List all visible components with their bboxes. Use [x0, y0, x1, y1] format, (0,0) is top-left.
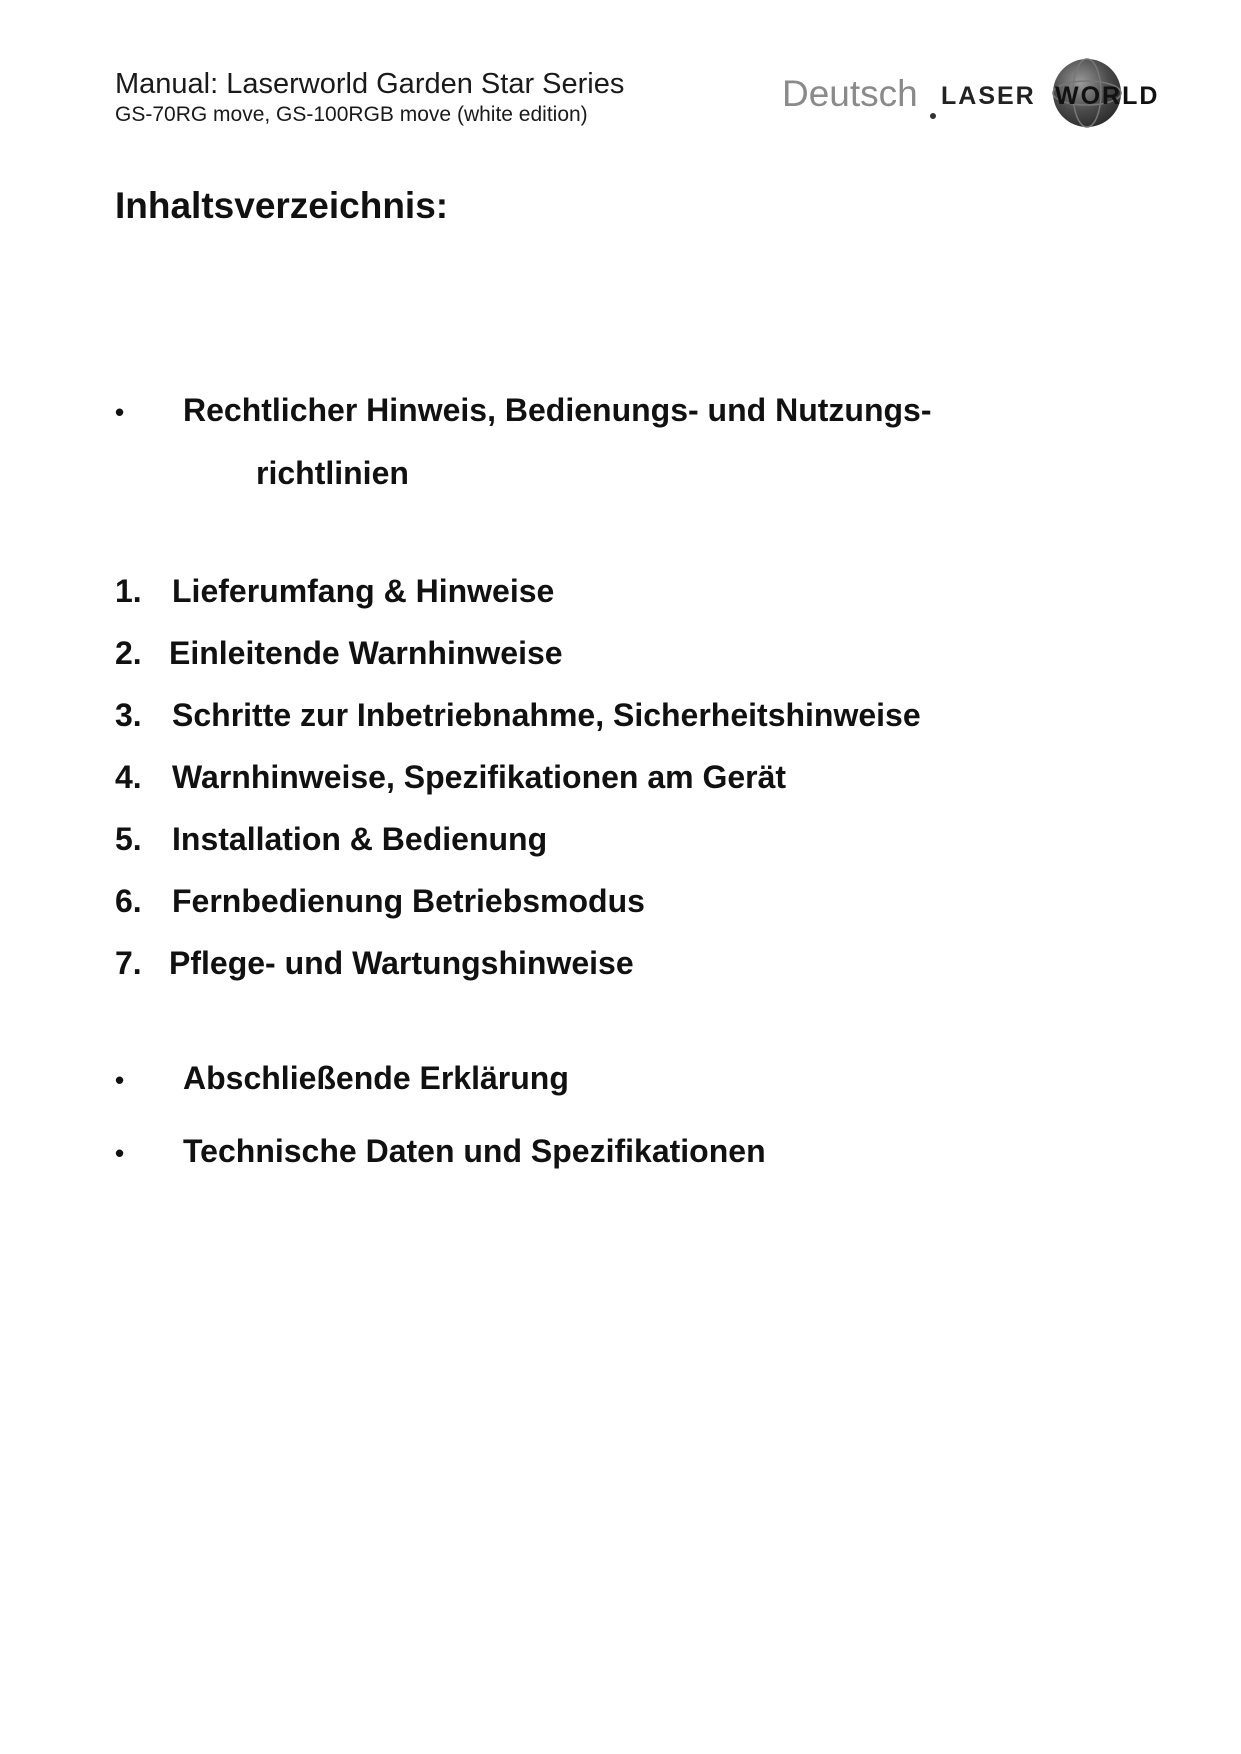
toc-item-number: 3.	[115, 697, 142, 733]
toc-item-text: Warnhinweise, Spezifikationen am Gerät	[172, 759, 787, 795]
header-text-block	[115, 66, 624, 128]
toc-item-number: 4.	[115, 759, 142, 795]
toc-item-number: 2.	[115, 635, 142, 671]
toc-item-text: Lieferumfang & Hinweise	[172, 573, 555, 609]
svg-text:LASER: LASER	[941, 82, 1036, 110]
header-brand	[782, 58, 1186, 128]
toc-intro-row	[0, 390, 1000, 430]
toc-item-text: Einleitende Warnhinweise	[169, 635, 563, 671]
bullet-marker: •	[115, 1065, 125, 1095]
svg-text:WORLD: WORLD	[1055, 82, 1160, 110]
toc-item-text: Installation & Bedienung	[172, 821, 548, 857]
bullet-marker: •	[115, 1138, 125, 1168]
language-label: Deutsch	[782, 73, 918, 114]
toc-item-number: 1.	[115, 573, 142, 609]
toc-intro-line2: richtlinien	[256, 455, 409, 491]
toc-heading: Inhaltsverzeichnis:	[115, 185, 449, 226]
toc-item-text: Pflege- und Wartungshinweise	[169, 945, 634, 981]
laserworld-logo	[927, 58, 1189, 128]
toc-item-text: Fernbedienung Betriebsmodus	[172, 883, 645, 919]
toc-item-number: 5.	[115, 821, 142, 857]
toc-closing-text: Abschließende Erklärung	[183, 1060, 569, 1096]
toc-item-text: Schritte zur Inbetriebnahme, Sicherheitshinweise	[172, 697, 921, 733]
toc-item-number: 7.	[115, 945, 142, 981]
toc-closing-text: Technische Daten und Spezifikationen	[183, 1133, 766, 1169]
toc-intro-line1: Rechtlicher Hinweis, Bedienungs- und Nutzungs-	[183, 392, 932, 428]
bullet-marker: •	[115, 397, 125, 427]
toc-item-number: 6.	[115, 883, 142, 919]
manual-title: Manual: Laserworld Garden Star Series	[115, 68, 625, 100]
manual-subtitle: GS-70RG move, GS-100RGB move (white edition)	[115, 103, 588, 126]
